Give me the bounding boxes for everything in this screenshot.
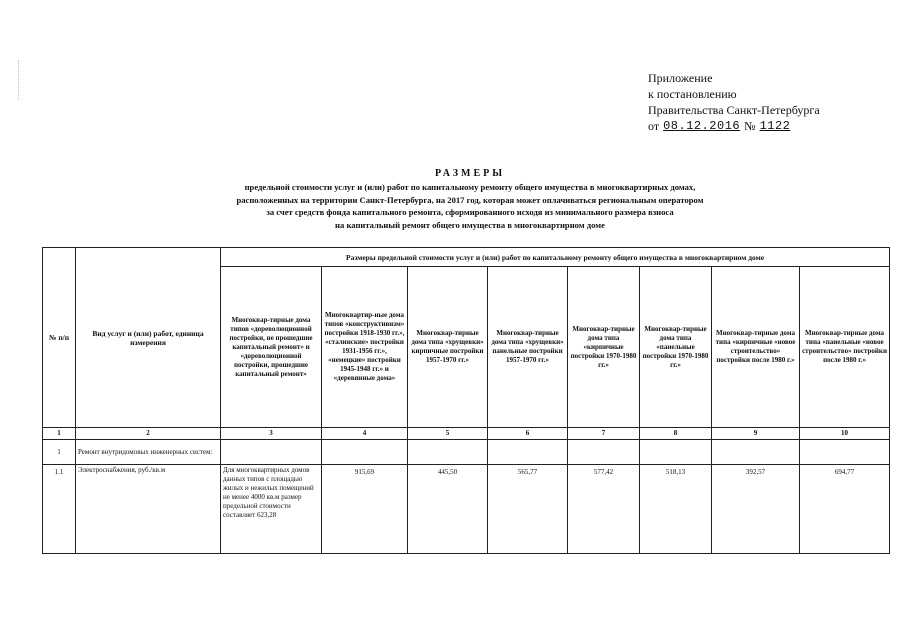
col-header-panel-after-1980: Многоквар-тирные дома типа «панельные «новое строительство» постройки после 1980 г.» xyxy=(800,267,890,428)
document-title xyxy=(170,168,770,231)
row-value-note: Для многоквартирных домов данных типов с площадью жилых и нежилых помещений не менее 4000 кв.м размер предельной стоимости составляет 623,28 xyxy=(221,465,322,554)
number-label: № xyxy=(744,119,756,133)
decree-number: 1122 xyxy=(759,119,791,133)
row-value xyxy=(712,440,800,465)
row-value: 518,13 xyxy=(640,465,712,554)
appendix-block xyxy=(648,70,820,134)
row-value xyxy=(322,440,408,465)
col-header-khrushchev-panel: Многоквар-тирные дома типа «хрущевки» панельные постройки 1957-1970 гг.» xyxy=(488,267,568,428)
title-line-1: предельной стоимости услуг и (или) работ по капитальному ремонту общего имущества в многоквартирных домах, xyxy=(244,182,696,193)
row-service-name: Электроснабжения, руб./кв.м xyxy=(76,465,221,554)
col-header-constructivism-stalin: Многоквартир-ные дома типов «конструктивизм» постройки 1918-1930 гг.», «сталинские» постройки 1931-1956 гг.», «немецкие» постройки 1945-1948 гг.» и «деревянные дома» xyxy=(322,267,408,428)
col-number: 6 xyxy=(488,428,568,440)
title-line-4: на капитальный ремонт общего имущества в многоквартирном доме xyxy=(335,219,605,230)
col-header-khrushchev-brick: Многоквар-тирные дома типа «хрущевки» кирпичные постройки 1957-1970 гг.» xyxy=(408,267,488,428)
col-number: 7 xyxy=(568,428,640,440)
col-header-number: № п/п xyxy=(43,248,76,428)
col-number: 8 xyxy=(640,428,712,440)
col-number: 10 xyxy=(800,428,890,440)
col-header-service-type: Вид услуг и (или) работ, единица измерения xyxy=(76,248,221,428)
row-value xyxy=(568,440,640,465)
row-value xyxy=(221,440,322,465)
row-number: 1 xyxy=(43,440,76,465)
col-number: 9 xyxy=(712,428,800,440)
col-number: 4 xyxy=(322,428,408,440)
title-heading: РАЗМЕРЫ xyxy=(434,168,506,179)
from-label: от xyxy=(648,119,660,133)
row-value xyxy=(488,440,568,465)
row-value: 694,77 xyxy=(800,465,890,554)
table-row xyxy=(43,465,890,554)
row-value xyxy=(640,440,712,465)
table-row xyxy=(43,440,890,465)
decree-date: 08.12.2016 xyxy=(663,119,741,133)
appendix-line-3: Правительства Санкт-Петербурга xyxy=(648,103,820,117)
row-value: 915,69 xyxy=(322,465,408,554)
row-value xyxy=(800,440,890,465)
col-header-panel-1970-1980: Многоквар-тирные дома типа «панельные постройки 1970-1980 гг.» xyxy=(640,267,712,428)
row-value xyxy=(408,440,488,465)
col-number: 3 xyxy=(221,428,322,440)
row-value: 445,50 xyxy=(408,465,488,554)
row-value: 565,77 xyxy=(488,465,568,554)
row-value: 392,57 xyxy=(712,465,800,554)
group-header: Размеры предельной стоимости услуг и (или) работ по капитальному ремонту общего имущества в многоквартирном доме xyxy=(221,248,890,267)
appendix-line-1: Приложение xyxy=(648,71,713,85)
row-service-name: Ремонт внутридомовых инженерных систем: xyxy=(76,440,221,465)
col-number: 1 xyxy=(43,428,76,440)
margin-mark xyxy=(18,60,22,100)
row-value: 577,42 xyxy=(568,465,640,554)
col-header-pre-revolutionary: Многоквар-тирные дома типов «дореволюционной постройки, не прошедшие капитальный ремонт» и «дореволюционной постройки, прошедшие капитальный ремонт» xyxy=(221,267,322,428)
appendix-signature-line xyxy=(648,118,820,134)
row-number: 1.1 xyxy=(43,465,76,554)
title-line-3: за счет средств фонда капитального ремонта, сформированного исходя из минимального размера взноса xyxy=(266,207,674,218)
cost-table xyxy=(42,247,890,554)
col-header-brick-1970-1980: Многоквар-тирные дома типа «кирпичные постройки 1970-1980 гг.» xyxy=(568,267,640,428)
appendix-line-2: к постановлению xyxy=(648,87,737,101)
title-line-2: расположенных на территории Санкт-Петербурга, на 2017 год, которая может оплачиваться региональным оператором xyxy=(236,194,704,205)
col-number: 5 xyxy=(408,428,488,440)
col-number: 2 xyxy=(76,428,221,440)
col-header-brick-after-1980: Многоквар-тирные дома типа «кирпичные «новое строительство» постройки после 1980 г.» xyxy=(712,267,800,428)
